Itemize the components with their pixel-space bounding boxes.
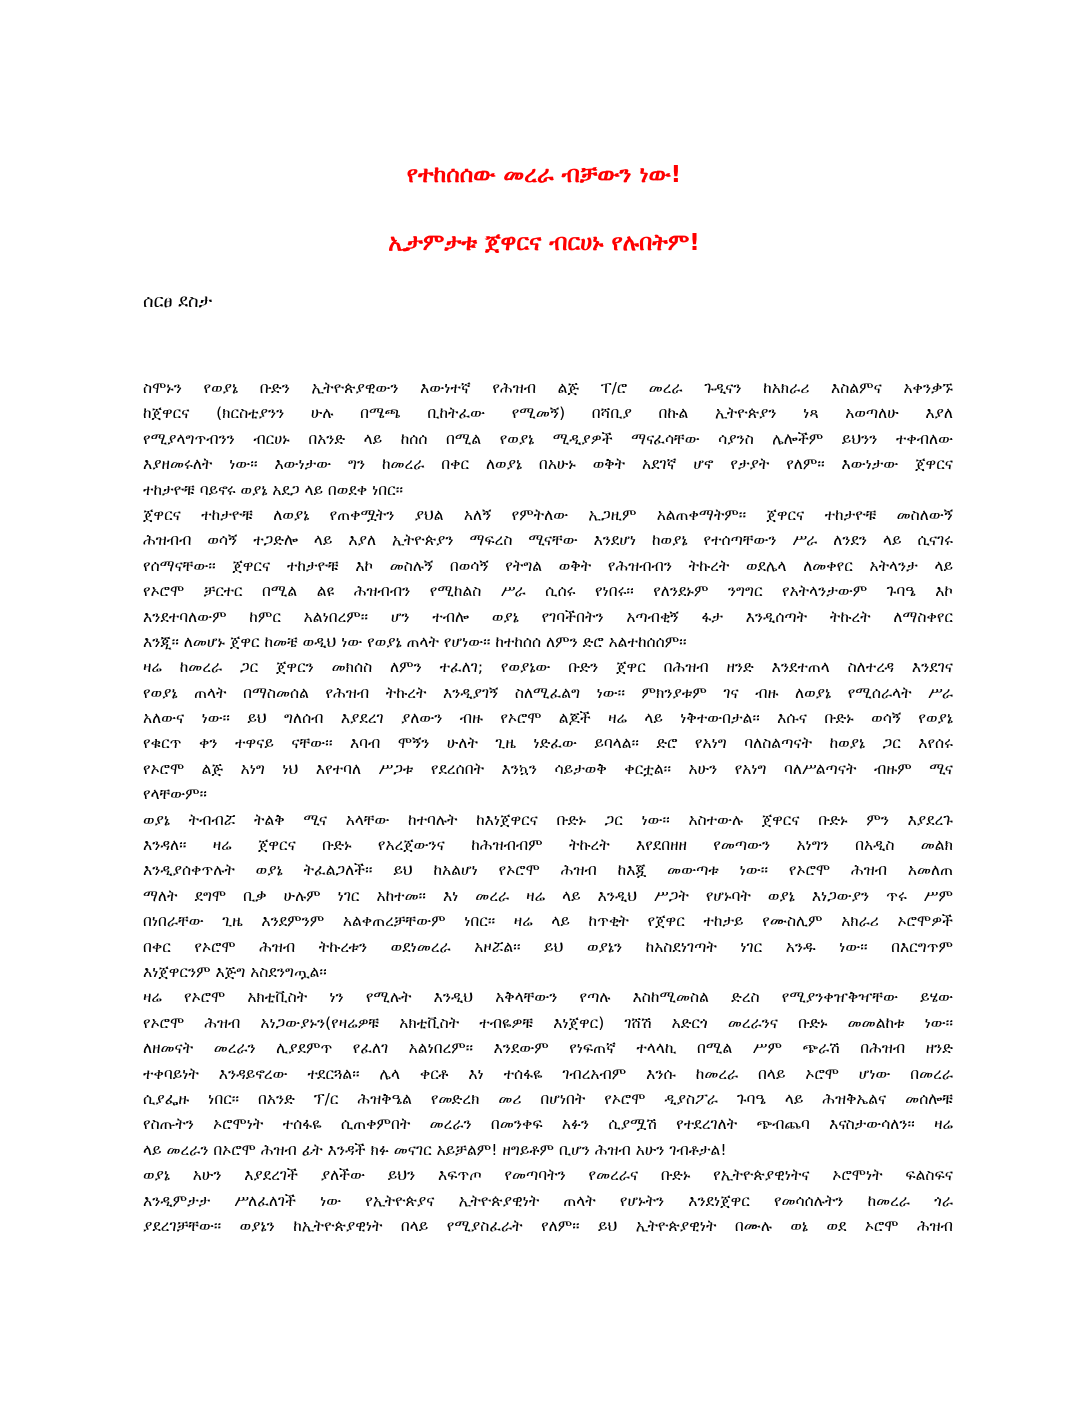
- body-line: ዛሬ ከመረራ ጋር ጀዋርን መክሰስ ለምን ተፈለገ; የወያኔው ቡድን ጀዋር በሕዝብ ዘንድ እንደተጠላ ስለተረዳ እንደገና: [143, 658, 953, 677]
- body-line: እንደተባለውም ከምር አልነበረም፡፡ ሆን ተብሎ ወያኔ የገባችበትን አጣብቂኝ ፋታ እንዲሰጣት ትኩረት ለማስቀየር: [143, 607, 953, 626]
- body-line: ሲያፌዙ ነበር፡፡ በአንድ ፕ/ር ሕዝቅዔል የመድረክ መሪ በሆነበት የኦሮሞ ዲያስፖራ ጉባዔ ላይ ሕዝቅኤልና መሰሎቹ: [143, 1089, 953, 1108]
- body-line: ዛሬ የኦሮሞ አክቲቪስት ነን የሚሉት እንዲህ አቅላቸውን የጣሉ እስከሚመስል ድረስ የሚያንቀዠቅዣቸው ይሄው: [143, 988, 953, 1007]
- body-line: ማለት ደግሞ ቢቃ ሁሉም ነገር አከተመ፡፡ እነ መረራ ዛሬ ላይ እንዲህ ሥጋት የሆኑባት ወያኔ እነጋውያን ጥሩ ሥም: [143, 886, 953, 905]
- article-body: [143, 376, 953, 1401]
- body-line: በነበራቸው ጊዜ እንደምንም አልቀጠረቻቸውም ነበር፡፡ ዛሬ ላይ ከጥቂት የጀዋር ተከታይ የሙስሊም አክራሪ ኦሮሞዎች: [143, 912, 953, 931]
- body-line: ጀዋርና ተከታዮቹ ለወያኔ የጠቀሟትን ያህል አለኝ የምትለው ኢጋዚም አልጠቀማትም፡፡ ጀዋርና ተከታዮቹ መስለውኝ: [143, 505, 953, 524]
- body-line: የሰማናቸው፡፡ ጀዋርና ተከታዮቹ እኮ መስሉኝ በወሳኝ የትግል ወቅት የሕዝብብን ትኩረት ወደሌላ ለመቀየር አትላንታ ላይ: [143, 556, 953, 575]
- body-line: ወያኔ ትብብሯ ትልቅ ሚና አላቸው ከተባሉት ከእነጀዋርና ቡድኑ ጋር ነው፡፡ አስተውሉ ጀዋርና ቡድኑ ምን እያደረጉ: [143, 810, 953, 829]
- body-line: የኦሮሞ ቻርተር በሚል ልዩ ሕዝብብን የሚከልስ ሥራ ሲሰሩ የነበሩ፡፡ የለንደኑም ንግግር የአትላንታውም ጉባዔ እኮ: [143, 582, 953, 601]
- headline-primary: የተከሰሰው መረራ ብቻውን ነው!: [406, 162, 682, 188]
- body-line: ያደረገቻቸው፡፡ ወያኔን ከኢትዮጵያዊነት በላይ የሚያስፈራት የለም፡፡ ይህ ኢትዮጵያዊነት በሙሉ ወኔ ወደ ኦሮሞ ሕዝብ: [143, 1216, 953, 1235]
- body-line: የላቸውም፡፡: [143, 785, 207, 804]
- body-line: በቀር የኦሮሞ ሕዝብ ትኩረቱን ወደነመረራ አዞሯል፡፡ ይህ ወያኔን ከአስደነገጣት ነገር አንዱ ነው፡፡ በእርግጥም: [143, 937, 953, 956]
- body-line: አለውና ነው፡፡ ይህ ግለሰብ እያደረገ ያለውን ብዙ የኦሮሞ ልጆች ዛሬ ላይ ነቅተውበታል፡፡ እሱና ቡድኑ ወሳኝ የወያኔ: [143, 709, 953, 728]
- body-line: ወያኔ አሁን እያደረገች ያለችው ይህን እፍጥጦ የመጣባትን የመረራና ቡድኑ የኢትዮጵያዊነትና ኦሮሞነት ፍልስፍና: [143, 1166, 953, 1185]
- body-line: ላይ መረራን በኦሮሞ ሕዝብ ፊት እንዳች ክፉ መናገር አይቻልም! ዘግይቶም ቢሆን ሕዝብ አሁን ገብቶታል!: [143, 1140, 727, 1159]
- body-line: የኦሮሞ ሕዝብ አነጋውያኑን(የዛሬዎቹ አክቲቪስት ተብዬዎቹ እነጀዋር) ገሸሽ አድርጎ መረራንና ቡድኑ መመልከቱ ነው፡፡: [143, 1013, 953, 1032]
- body-line: የስጡትን ኦሮሞነት ተሰፋዬ ሲጠቀምበት መረራን በመንቀፍ አፉን ሲያሟሽ የተደረገለት ጭብጨባ እናስታውሳለን፡፡ ዛሬ: [143, 1115, 953, 1134]
- body-line: ለዘመናት መረራን ሊያደምጥ የፈለገ አልነበረም፡፡ እንደውም የነፍጠኛ ተላላኪ በሚል ሥም ጭራሽ በሕዝብ ዘንድ: [143, 1039, 953, 1058]
- headline-secondary: ኢታምታቱ ጀዋርና ብርሀኑ የሉበትም!: [388, 230, 700, 256]
- author-name: ሰርፀ ደስታ: [143, 291, 213, 312]
- body-line: የሚያላግጥብንን ብርሀኑ በአንድ ላይ ከሰሰ በሚል የወያኔ ሚዲያዎች ማናፈሳቸው ሳያንስ ሌሎችም ይህንን ተቀብለው: [143, 429, 953, 448]
- body-line: ስሞኑን የወያኔ ቡድን ኢትዮጵያዊውን እውነተኛ የሕዝብ ልጅ ፐ/ሮ መረራ ጉዲናን ከአክራሪ እስልምና አቀንቃኙ: [143, 379, 953, 397]
- body-line: የቁርጥ ቀን ተዋናይ ናቸው፡፡ እባብ ሞኝን ሁለት ጊዜ ነድፈው ይባላል፡፡ ድሮ የአነግ ባለስልጣናት ከወያኔ ጋር እየሰሩ: [143, 734, 953, 753]
- body-line: ተቀባይነት እንዳይኖረው ተደርጓል፡፡ ሌላ ቀርቶ እነ ተሰፋዬ ገብረአብም እንሱ ከመረራ በላይ ኦሮሞ ሆነው በመረራ: [143, 1064, 953, 1083]
- body-line: እንጂ፡፡ ለመሆኑ ጀዋር ከመቼ ወዲህ ነው የወያኔ ጠላት የሆነው፡፡ ከተከሰሰ ለምን ድሮ አልተከሰሰም፡፡: [143, 632, 687, 651]
- body-line: ከጀዋርና (ክርስቲያንን ሁሉ በሜጫ ቢከትፈው የሚመኝ) በሻቢያ በኩል ኢትዮጵያን ነጻ አወጣለሁ እያለ: [143, 404, 953, 423]
- body-line: ተከታዮቹ ባይኖሩ ወያኔ አደጋ ላይ በወደቀ ነበር፡፡: [143, 480, 404, 499]
- body-line: የወያኔ ጠላት በማስመሰል የሕዝብ ትኩረት እንዲያገኝ ስለሚፈልግ ነው፡፡ ምክንያቱም ገና ብዙ ለወያኔ የሚሰራላት ሥራ: [143, 683, 953, 702]
- body-line: እንዳለ፡፡ ዛሬ ጀዋርና ቡድኑ የአረጀውንና ከሕዝብብም ትኩረት እየደበዘዘ የመጣውን አነግን በአዲስ መልክ: [143, 836, 953, 855]
- body-line: ሕዝብብ ወሳኝ ተጋድሎ ላይ እያለ ኢትዮጵያን ማፍረስ ሚናቸው እንደሆነ ከወያኔ የተሰጣቸውን ሥራ ለንደን ላይ ሲናገሩ: [143, 531, 953, 550]
- body-line: እንዲምታታ ሥለፈለገች ነው የኢትዮጵያና ኢትዮጵያዊነት ጠላት የሆኑትን እንደነጀዋር የመሳሰሉትን ከመረራ ጎራ: [143, 1191, 953, 1210]
- body-line: የኦሮሞ ልጅ አነግ ነህ እየተባለ ሥጋቱ የደረሰበት እንኳን ሳይታወቅ ቀርቷል፡፡ አሁን የአነግ ባለሥልጣናት ብዙም ሚና: [143, 759, 953, 778]
- body-line: እያዘመሩለት ነው፡፡ እውነታው ግን ከመረራ በቀር ለወያኔ በአሁኑ ወቅት አደገኛ ሆኖ የታያት የለም፡፡ እውነታው ጀዋርና: [143, 455, 953, 474]
- body-line: እንዲያሰቀጥሉት ወያኔ ትፈልጋለች፡፡ ይህ ከአልሆነ የኦሮሞ ሕዝብ ከእጇ መውጣቱ ነው፡፡ የኦሮሞ ሕዝብ አመለጠ: [143, 861, 953, 880]
- body-line: እነጀዋርንም እጅግ አስደንግጧል፡፡: [143, 962, 327, 981]
